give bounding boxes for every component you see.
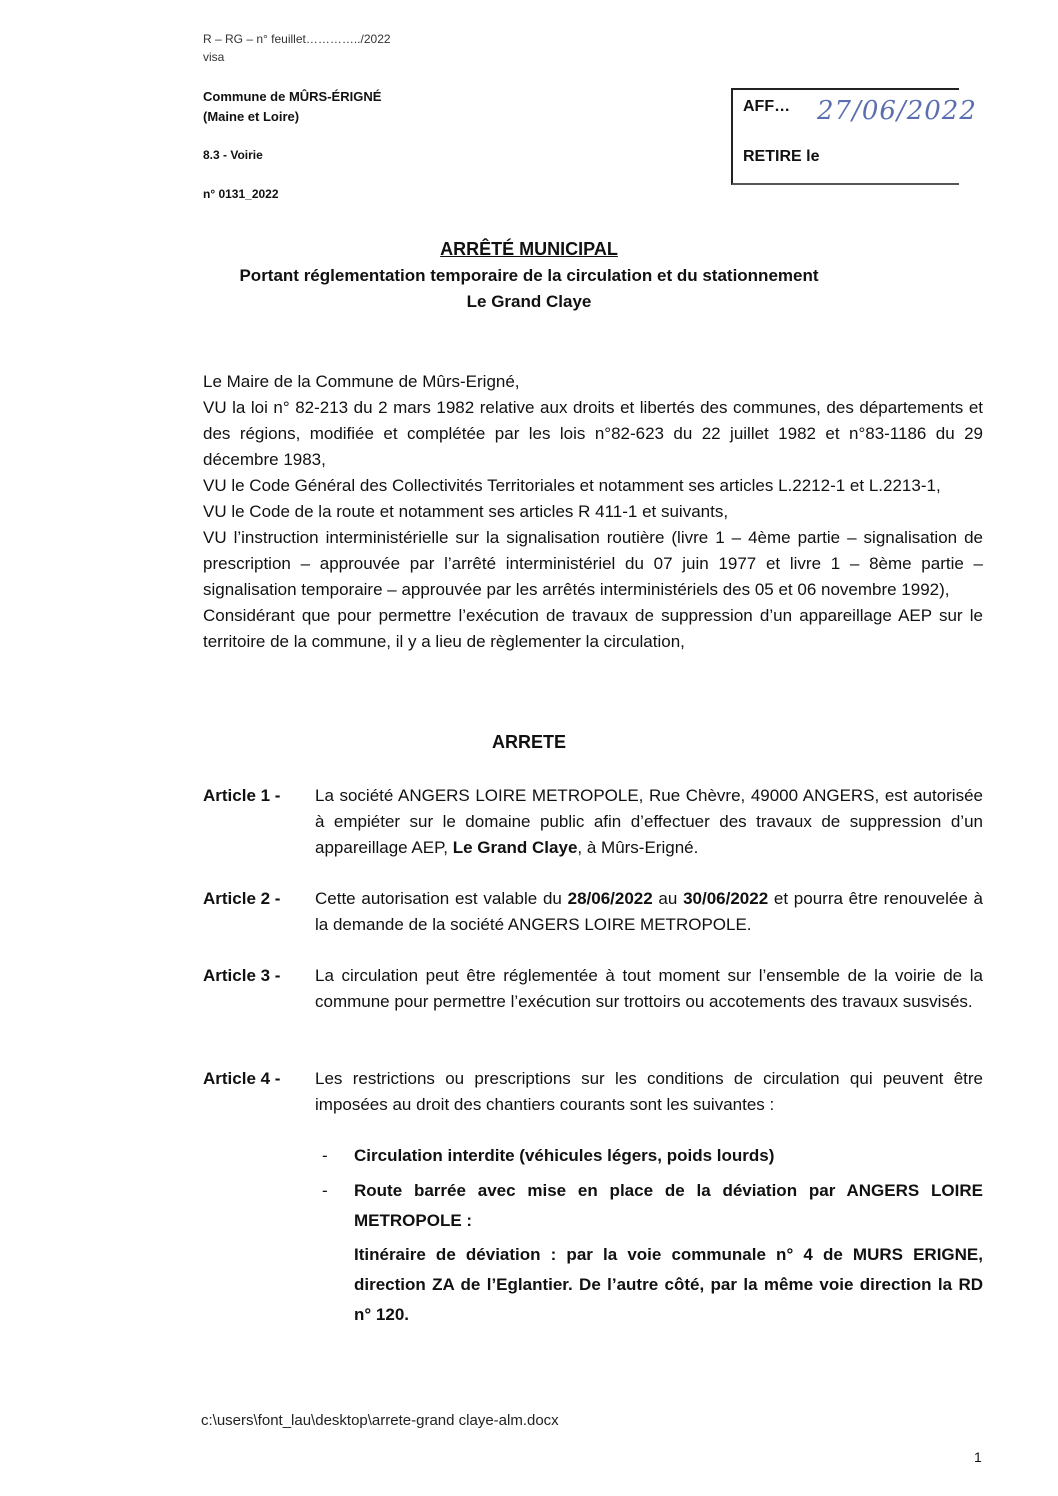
file-path-footer: c:\users\font_lau\desktop\arrete-grand claye-alm.docx [201,1412,559,1429]
department-name: (Maine et Loire) [203,109,300,124]
deviation-itinerary: Itinéraire de déviation : par la voie communale n° 4 de MURS ERIGNE, direction ZA de l’Eglantier. De l’autre côté, par la même voie direction la RD n° 120. [354,1245,983,1324]
article-3-text: La circulation peut être réglementée à tout moment sur l’ensemble de la voirie de la commune pour permettre l’exécution sur trottoirs ou accotements des travaux susvisés. [315,966,983,1011]
article-2-end-date: 30/06/2022 [683,889,769,908]
document-title: ARRÊTÉ MUNICIPAL [440,239,618,259]
article-2-text-end: et pourra être renouvelée à la demande de la société ANGERS LOIRE METROPOLE. [315,889,983,934]
category-label: 8.3 - Voirie [203,148,263,162]
page-number: 1 [974,1449,982,1465]
bullet-circulation-interdite: Circulation interdite (véhicules légers, poids lourds) [354,1146,775,1165]
stamp-handwritten-date: 27/06/2022 [817,96,977,126]
visa-label: visa [203,50,225,64]
document-subtitle: Portant réglementation temporaire de la circulation et du stationnement [239,266,819,285]
article-2-text-part: Cette autorisation est valable du [315,889,568,908]
preamble-considerant: Considérant que pour permettre l’exécution de travaux de suppression d’un appareillage AEP sur le territoire de la commune, il y a lieu de règlementer la circulation, [203,606,983,651]
preamble [203,369,983,655]
article-1-text-end: , à Mûrs-Erigné. [577,838,699,857]
article-2-start-date: 28/06/2022 [567,889,653,908]
article-1-place: Le Grand Claye [452,838,578,857]
stamp-retire-label: RETIRE le [743,148,820,165]
stamp-affiche-label: AFF… [743,98,791,115]
bullet-route-barree-text: Route barrée avec mise en place de la déviation par ANGERS LOIRE METROPOLE : [354,1181,983,1230]
article-3-label: Article 3 - [203,966,281,985]
article-2-text-part: au [652,889,684,908]
bullet-dash: - [322,1181,328,1200]
decree-number: n° 0131_2022 [203,187,279,201]
article-1-label: Article 1 - [203,786,281,805]
preamble-vu-loi: VU la loi n° 82-213 du 2 mars 1982 relative aux droits et libertés des communes, des départements et des régions, modifiée et complétée par les lois n°82-623 du 22 juillet 1982 et n°83-1186 du 29 décembre 1983, [203,398,983,469]
article-4-label: Article 4 - [203,1069,281,1088]
article-4-text: Les restrictions ou prescriptions sur les conditions de circulation qui peuvent être imposées au droit des chantiers courants sont les suivantes : [315,1069,983,1114]
article-2-text [315,886,983,938]
commune-name: Commune de MÛRS-ÉRIGNÉ [203,89,382,104]
preamble-vu-instruction: VU l’instruction interministérielle sur la signalisation routière (livre 1 – 4ème partie – signalisation de prescription – approuvée par l’arrêté interministériel du 07 juin 1977 et livre 1 – 8ème partie – signalisation temporaire – approuvée par les arrêtés interministériels des 05 et 06 novembre 1992), [203,528,983,599]
reference-line: R – RG – n° feuillet…………../2022 [203,32,391,46]
preamble-vu-code-route: VU le Code de la route et notamment ses articles R 411-1 et suivants, [203,502,729,521]
posting-stamp [731,88,977,185]
document-place: Le Grand Claye [466,292,592,311]
bullet-dash: - [322,1146,328,1165]
article-1-text-part: La société ANGERS LOIRE METROPOLE, Rue Chèvre, 49000 ANGERS, est autorisée à empiéter sur le domaine public afin d’effectuer des travaux de suppression d’un appareillage AEP, [315,786,983,857]
arrete-heading: ARRETE [491,732,566,752]
article-2-label: Article 2 - [203,889,281,908]
preamble-maire: Le Maire de la Commune de Mûrs-Erigné, [203,372,520,391]
bullet-route-barree [354,1176,983,1330]
article-1-text [315,783,983,861]
preamble-vu-cgct: VU le Code Général des Collectivités Territoriales et notamment ses articles L.2212-1 et L.2213-1, [203,476,941,495]
